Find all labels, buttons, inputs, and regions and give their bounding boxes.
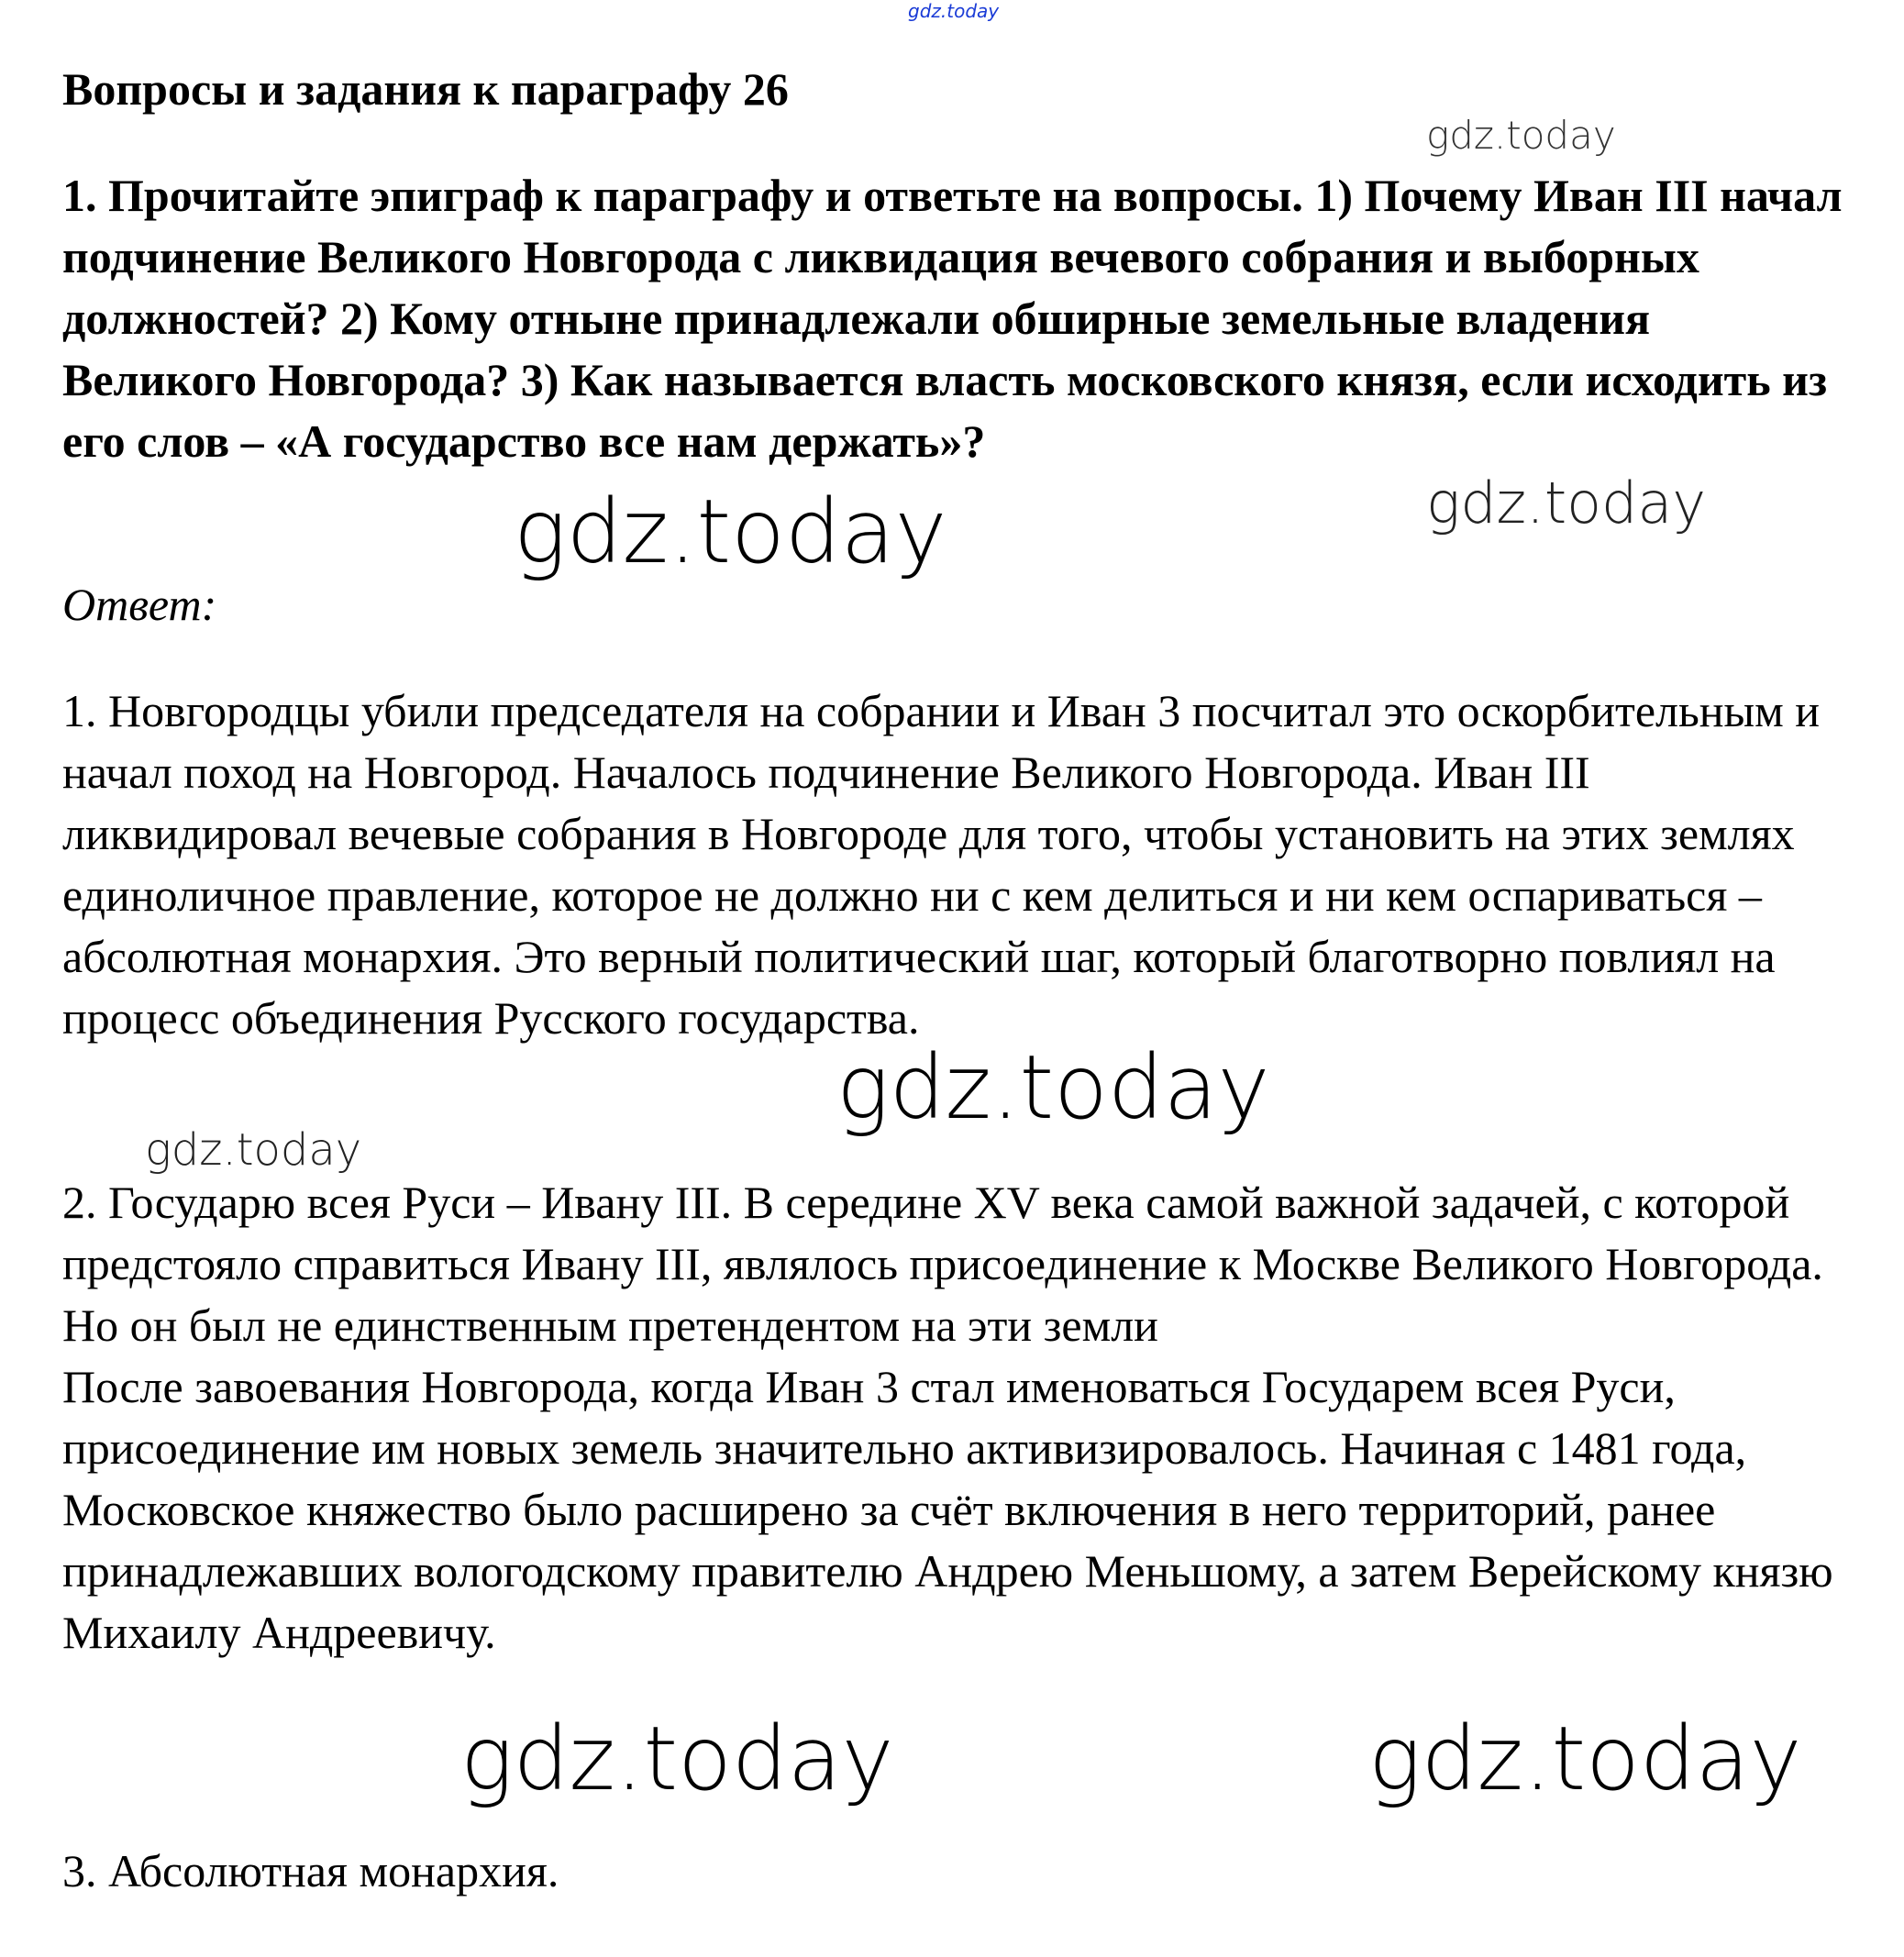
watermark-small: gdz.today xyxy=(145,1124,362,1176)
question-text: 1. Прочитайте эпиграф к параграфу и ответьте на вопросы. 1) Почему Иван III начал подчинение Великого Новгорода с ликвидация вечевого собрания и выборных должностей? 2) Кому отныне принадлежали обширные земельные владения Великого Новгорода? 3) Как называется власть московского князя, если исходить из его слов – «А государство все нам держать»? xyxy=(62,170,1843,467)
watermark-large: gdz.today xyxy=(514,481,947,583)
watermark-large: gdz.today xyxy=(836,1036,1270,1139)
answer-paragraph-2 xyxy=(62,1172,1860,1664)
answer-label: Ответ: xyxy=(62,579,217,630)
answer-paragraph-1: 1. Новгородцы убили председателя на собрании и Иван 3 посчитал это оскорбительным и начал поход на Новгород. Началось подчинение Великого Новгорода. Иван III ликвидировал вечевые собрания в Новгороде для того, чтобы установить на этих землях единоличное правление, которое не должно ни с кем делиться и ни кем оспариваться – абсолютная монархия. Это верный политический шаг, который благотворно повлиял на процесс объединения Русского государства. xyxy=(62,685,1821,1044)
watermark-large: gdz.today xyxy=(460,1708,894,1810)
watermark-small: gdz.today xyxy=(1426,113,1616,158)
answer-paragraph-3: 3. Абсолютная монархия. xyxy=(62,1845,559,1896)
answer-paragraph-2a: 2. Государю всея Руси – Ивану III. В середине XV века самой важной задачей, с которой предстояло справиться Ивану III, являлось присоединение к Москве Великого Новгорода. Но он был не единственным претендентом на эти земли xyxy=(62,1177,1823,1351)
watermark-small: gdz.today xyxy=(1426,470,1707,536)
answer-paragraph-2b: После завоевания Новгорода, когда Иван 3 стал именоваться Государем всея Руси, присоединение им новых земель значительно активизировалось. Начиная с 1481 года, Московское княжество было расширено за счёт включения в него территорий, ранее принадлежавших вологодскому правителю Андрею Меньшому, а затем Верейскому князю Михаилу Андреевичу. xyxy=(62,1361,1833,1658)
watermark-tiny: gdz.today xyxy=(908,0,1000,22)
section-heading: Вопросы и задания к параграфу 26 xyxy=(62,63,789,115)
watermark-large: gdz.today xyxy=(1368,1708,1802,1810)
